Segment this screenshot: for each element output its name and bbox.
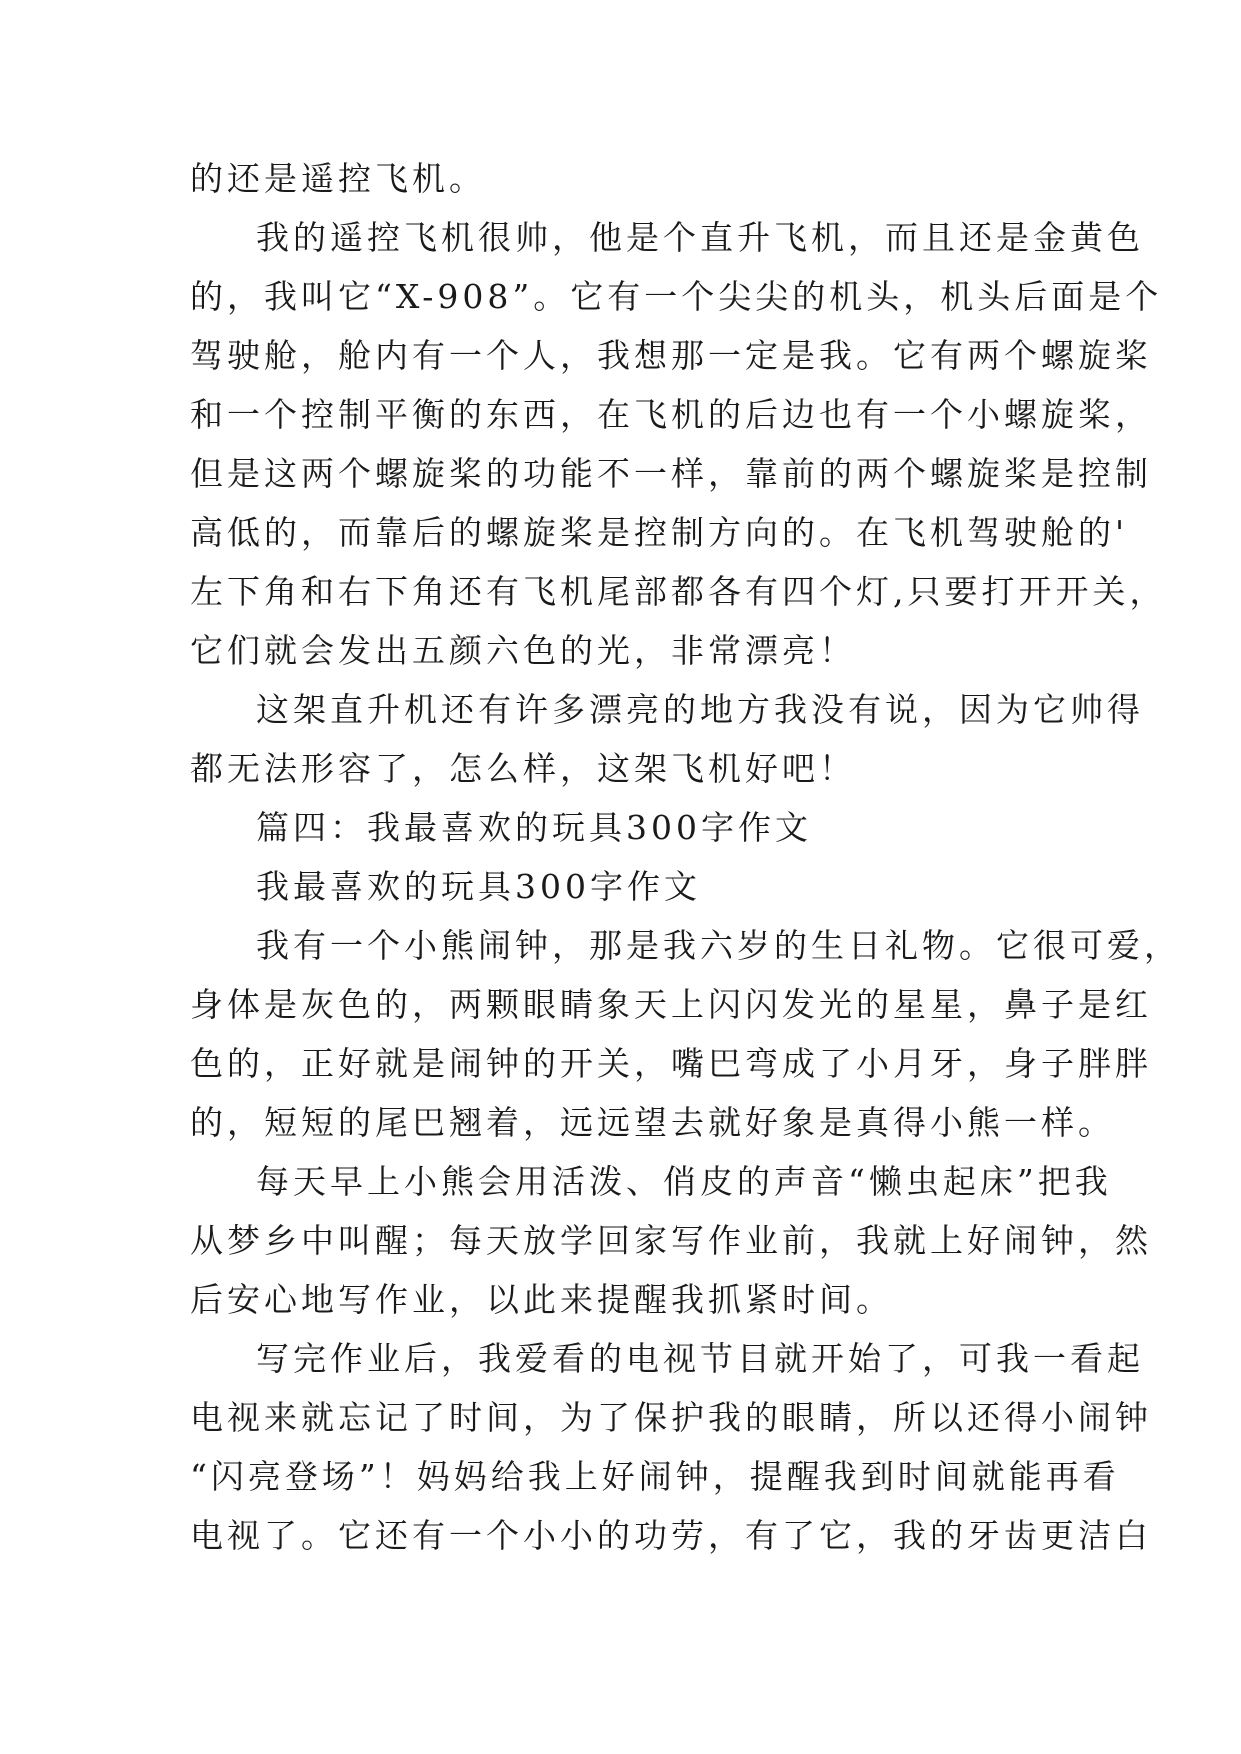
paragraph-start-line: 这架直升机还有许多漂亮的地方我没有说，因为它帅得 (256, 690, 1144, 729)
text-line: 它们就会发出五颜六色的光，非常漂亮！ (190, 631, 856, 670)
paragraph-start-line: 我的遥控飞机很帅，他是个直升飞机，而且还是金黄色 (256, 218, 1144, 257)
text-line: 都无法形容了，怎么样，这架飞机好吧！ (190, 749, 856, 788)
essay-title: 我最喜欢的玩具300字作文 (256, 867, 701, 906)
paragraph-start-line: 每天早上小熊会用活泼、俏皮的声音“懒虫起床”把我 (256, 1162, 1112, 1201)
text-line: 后安心地写作业，以此来提醒我抓紧时间。 (190, 1280, 893, 1319)
section-heading: 篇四：我最喜欢的玩具300字作文 (256, 808, 812, 847)
text-line: 和一个控制平衡的东西，在飞机的后边也有一个小螺旋桨， (190, 395, 1152, 434)
text-line: 的还是遥控飞机。 (190, 159, 486, 198)
text-line: 身体是灰色的，两颗眼睛象天上闪闪发光的星星，鼻子是红 (190, 985, 1152, 1024)
paragraph-start-line: 我有一个小熊闹钟，那是我六岁的生日礼物。它很可爱， (256, 926, 1181, 965)
text-line: “闪亮登场”！妈妈给我上好闹钟，提醒我到时间就能再看 (190, 1457, 1120, 1496)
text-line: 从梦乡中叫醒；每天放学回家写作业前，我就上好闹钟，然 (190, 1221, 1152, 1260)
text-line: 色的，正好就是闹钟的开关，嘴巴弯成了小月牙，身子胖胖 (190, 1044, 1152, 1083)
text-line: 高低的，而靠后的螺旋桨是控制方向的。在飞机驾驶舱的' (190, 513, 1129, 552)
paragraph-start-line: 写完作业后，我爱看的电视节目就开始了，可我一看起 (256, 1339, 1144, 1378)
text-line: 的，我叫它“X-908”。它有一个尖尖的机头，机头后面是个 (190, 277, 1163, 316)
text-line: 但是这两个螺旋桨的功能不一样，靠前的两个螺旋桨是控制 (190, 454, 1152, 493)
text-line: 驾驶舱，舱内有一个人，我想那一定是我。它有两个螺旋桨 (190, 336, 1152, 375)
body-text (190, 159, 1181, 1575)
text-line: 电视了。它还有一个小小的功劳，有了它，我的牙齿更洁白 (190, 1516, 1152, 1555)
text-line: 的，短短的尾巴翘着，远远望去就好象是真得小熊一样。 (190, 1103, 1115, 1142)
text-line: 电视来就忘记了时间，为了保护我的眼睛，所以还得小闹钟 (190, 1398, 1152, 1437)
text-line: 左下角和右下角还有飞机尾部都各有四个灯,只要打开开关， (190, 572, 1167, 611)
